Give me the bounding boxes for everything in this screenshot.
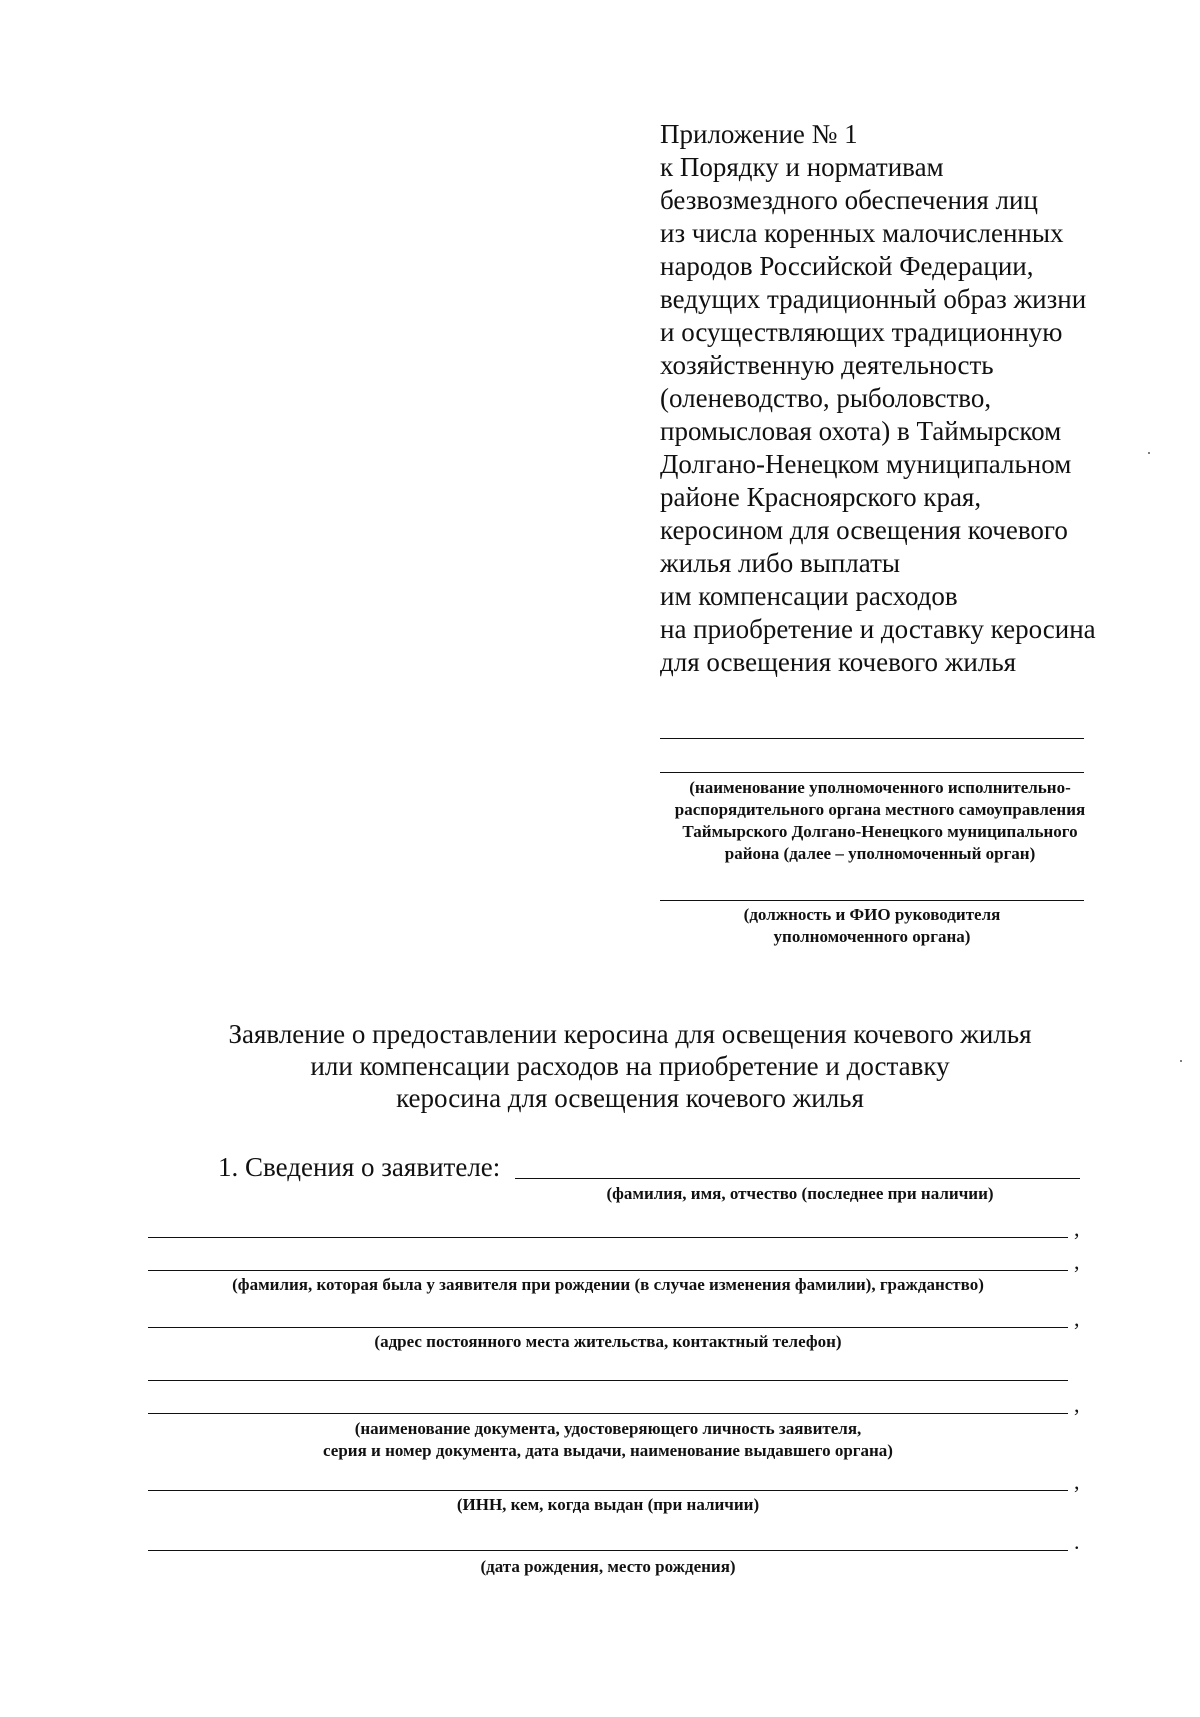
appendix-line: промысловая охота) в Таймырском bbox=[660, 416, 1062, 446]
authority-caption: (наименование уполномоченного исполнительно- распорядительного органа местного самоуправления Таймырского Долгано-Ненецкого муниципального района (далее – уполномоченный орган) bbox=[674, 778, 1086, 863]
birth-date-place-caption: (дата рождения, место рождения) bbox=[480, 1557, 736, 1576]
appendix-line: для освещения кочевого жилья bbox=[660, 647, 1017, 677]
inn-line[interactable] bbox=[148, 1490, 1068, 1491]
appendix-header bbox=[660, 118, 1180, 679]
appendix-line: на приобретение и доставку керосина bbox=[660, 614, 1096, 644]
comma: , bbox=[1074, 1216, 1080, 1241]
address-line[interactable] bbox=[148, 1327, 1068, 1328]
appendix-line: и осуществляющих традиционную bbox=[660, 317, 1063, 347]
comma: , bbox=[1074, 1392, 1080, 1417]
authority-head-line[interactable] bbox=[660, 900, 1084, 901]
applicant-fio-continued-line[interactable] bbox=[148, 1237, 1068, 1238]
appendix-line: из числа коренных малочисленных bbox=[660, 218, 1064, 248]
appendix-line: к Порядку и нормативам bbox=[660, 152, 944, 182]
birth-surname-line[interactable] bbox=[148, 1270, 1068, 1271]
applicant-fio-line[interactable] bbox=[515, 1178, 1080, 1179]
appendix-line: им компенсации расходов bbox=[660, 581, 958, 611]
appendix-line: безвозмездного обеспечения лиц bbox=[660, 185, 1038, 215]
application-title: Заявление о предоставлении керосина для освещения кочевого жилья или компенсации расходов на приобретение и доставку керосина для освещения кочевого жилья bbox=[228, 1019, 1032, 1113]
id-document-caption: (наименование документа, удостоверяющего личность заявителя, серия и номер документа, дата выдачи, наименование выдавшего органа) bbox=[323, 1419, 893, 1460]
fio-caption: (фамилия, имя, отчество (последнее при наличии) bbox=[606, 1184, 994, 1203]
comma: , bbox=[1074, 1249, 1080, 1274]
applicant-section-label: 1. Сведения о заявителе: bbox=[218, 1152, 501, 1182]
appendix-line: Долгано-Ненецком муниципальном bbox=[660, 449, 1072, 479]
birth-date-place-line[interactable] bbox=[148, 1550, 1068, 1551]
authority-name-line[interactable] bbox=[660, 738, 1084, 739]
authority-head-caption: (должность и ФИО руководителя уполномоченного органа) bbox=[743, 905, 1001, 946]
appendix-line: районе Красноярского края, bbox=[660, 482, 982, 512]
appendix-line: народов Российской Федерации, bbox=[660, 251, 1034, 281]
period: . bbox=[1074, 1529, 1080, 1554]
id-document-line[interactable] bbox=[148, 1380, 1068, 1381]
inn-caption: (ИНН, кем, когда выдан (при наличии) bbox=[456, 1495, 760, 1514]
appendix-line: (оленеводство, рыболовство, bbox=[660, 383, 992, 413]
appendix-line: Приложение № 1 bbox=[660, 119, 858, 149]
scan-speck bbox=[1148, 452, 1150, 454]
appendix-line: жилья либо выплаты bbox=[660, 548, 901, 578]
authority-name-line[interactable] bbox=[660, 772, 1084, 773]
birth-surname-caption: (фамилия, которая была у заявителя при рождении (в случае изменения фамилии), гражданство) bbox=[232, 1275, 984, 1294]
scan-speck bbox=[1180, 1060, 1182, 1062]
id-document-line[interactable] bbox=[148, 1413, 1068, 1414]
appendix-line: керосином для освещения кочевого bbox=[660, 515, 1068, 545]
address-caption: (адрес постоянного места жительства, контактный телефон) bbox=[374, 1332, 842, 1351]
comma: , bbox=[1074, 1306, 1080, 1331]
appendix-line: хозяйственную деятельность bbox=[660, 350, 994, 380]
appendix-line: ведущих традиционный образ жизни bbox=[660, 284, 1087, 314]
comma: , bbox=[1074, 1469, 1080, 1494]
